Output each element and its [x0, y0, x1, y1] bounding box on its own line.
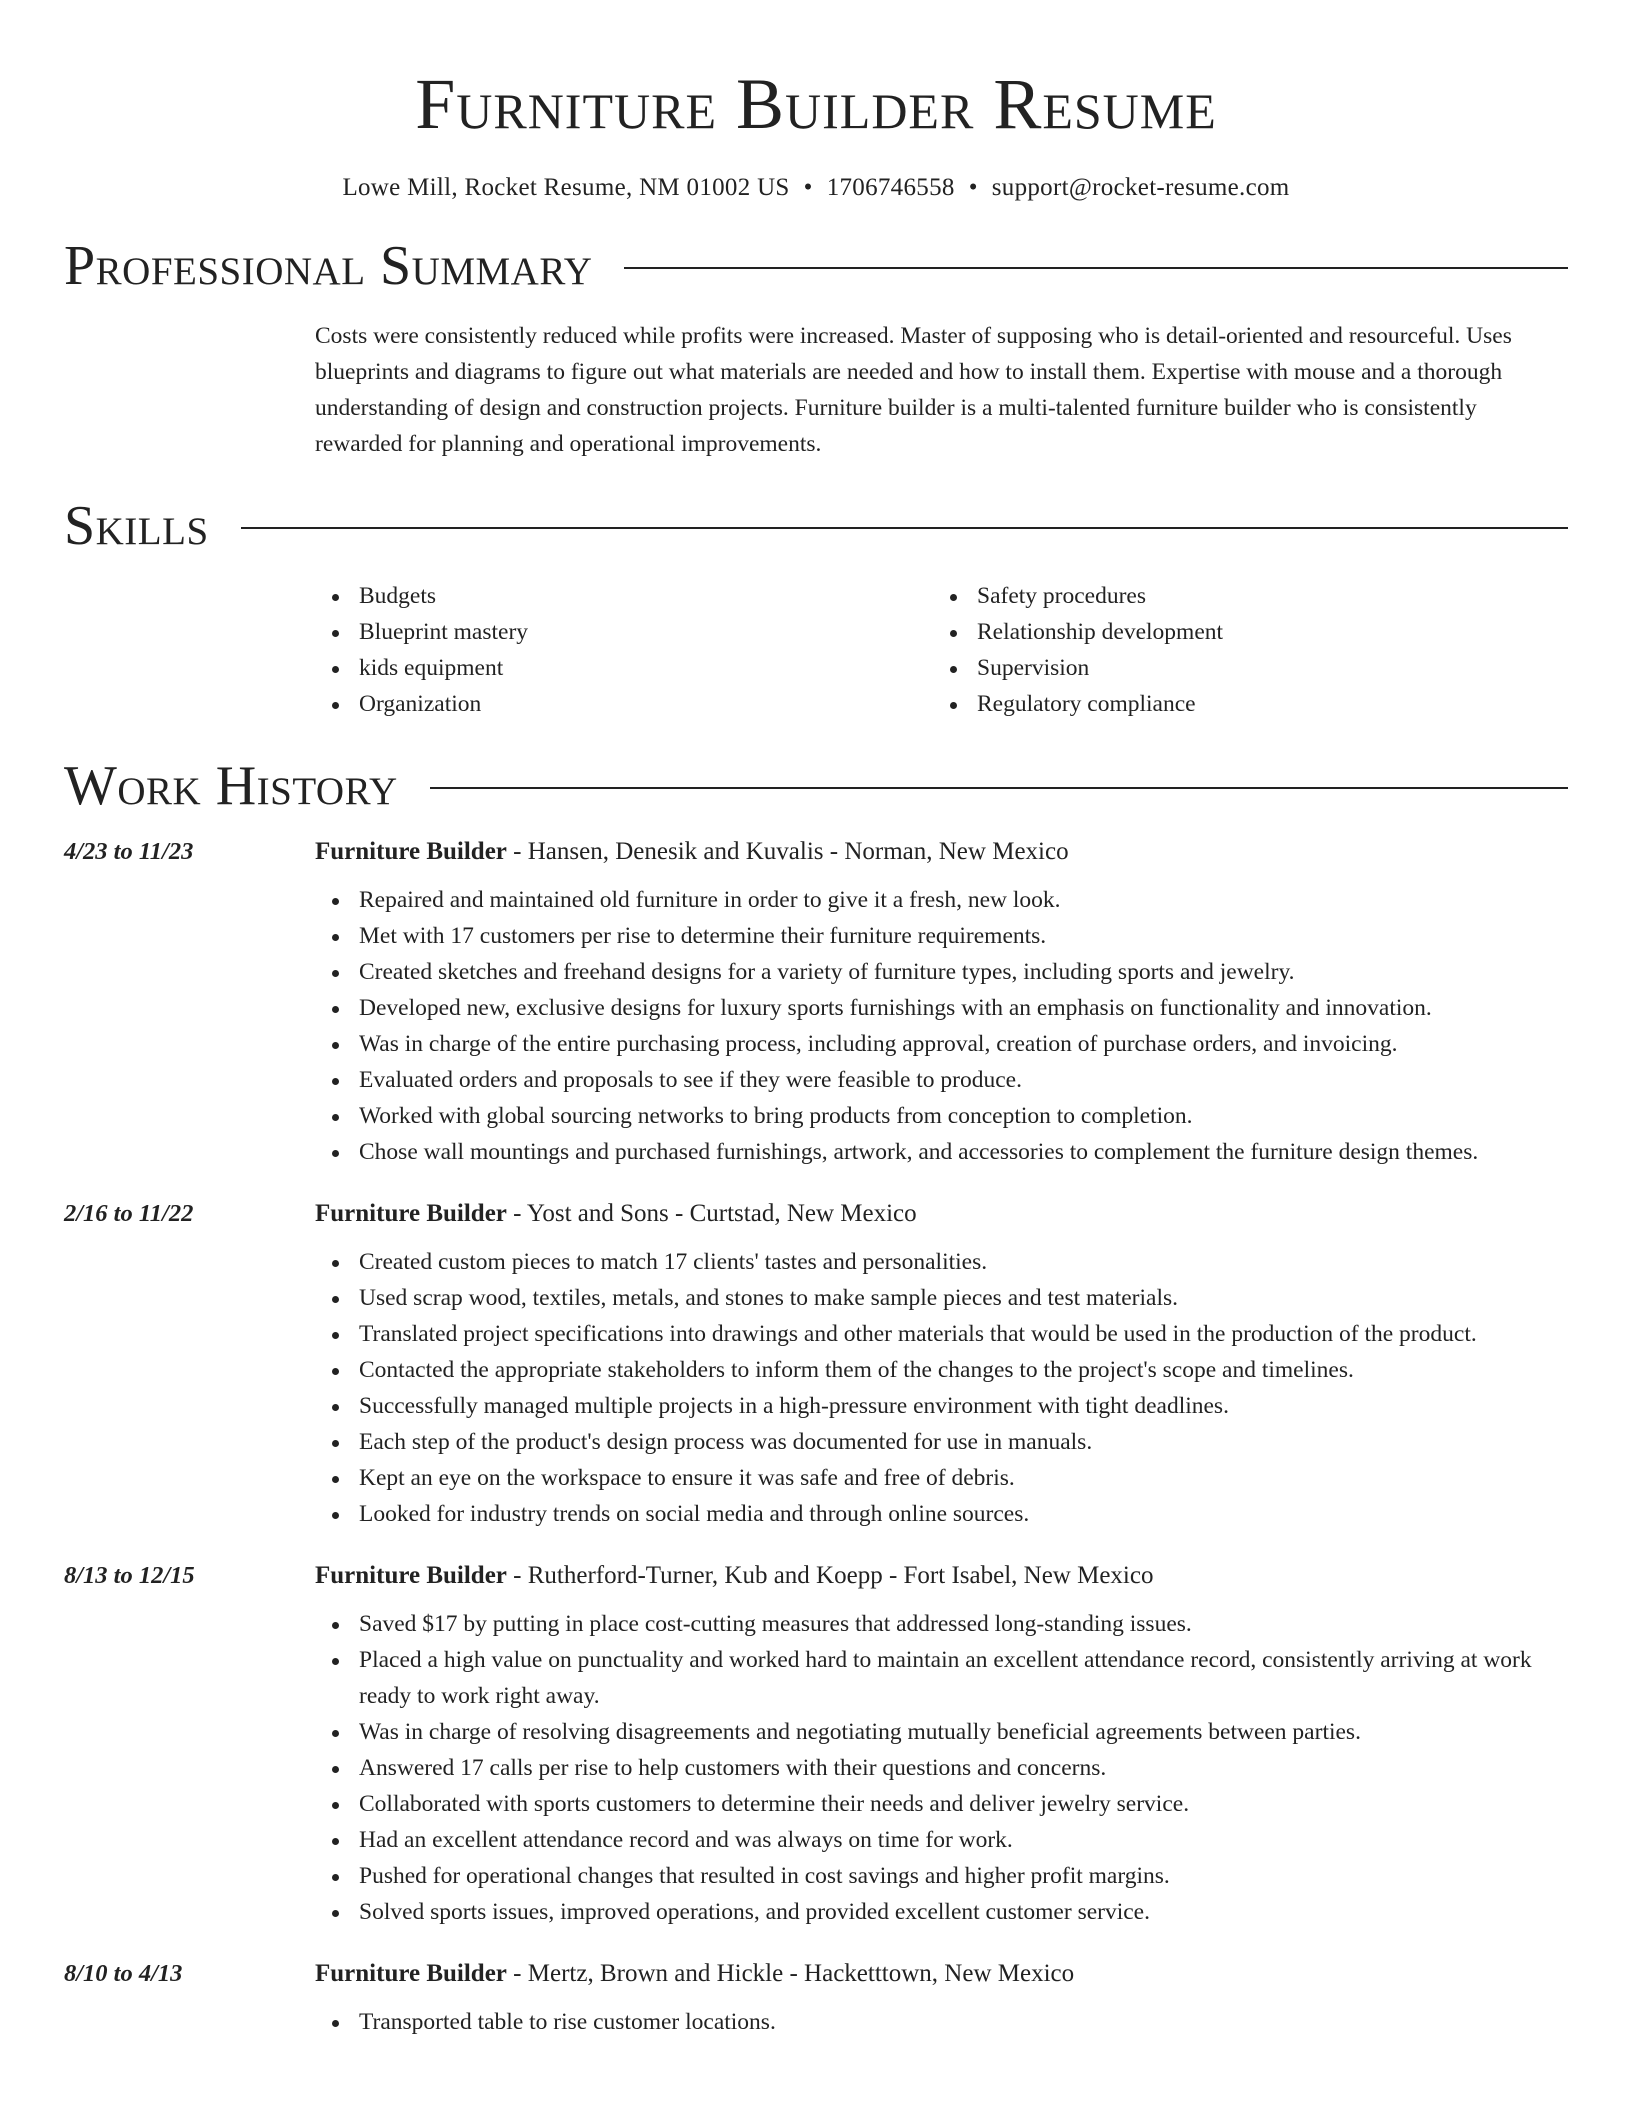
contact-separator: •: [803, 174, 813, 201]
job-bullet: Placed a high value on punctuality and worked hard to maintain an excellent attendance record, consistently arriving at work ready to work right away.: [315, 1642, 1568, 1714]
section-heading: Skills: [64, 495, 209, 557]
job-bullet: Collaborated with sports customers to determine their needs and deliver jewelry service.: [315, 1786, 1568, 1822]
job-title-line: [315, 1200, 917, 1228]
skill-item: Blueprint mastery: [315, 614, 933, 650]
job-title-line: [315, 838, 1069, 866]
job-header: [64, 1562, 1568, 1590]
job-bullet: Had an excellent attendance record and was always on time for work.: [315, 1822, 1568, 1858]
contact-phone: 1706746558: [826, 174, 955, 201]
job-bullet: Worked with global sourcing networks to bring products from conception to completion.: [315, 1098, 1568, 1134]
resume-title: Furniture Builder Resume: [415, 64, 1217, 144]
job-bullet: Used scrap wood, textiles, metals, and stones to make sample pieces and test materials.: [315, 1280, 1568, 1316]
job-title-line: [315, 1562, 1153, 1590]
job-bullet: Each step of the product's design process was documented for use in manuals.: [315, 1424, 1568, 1460]
job-bullet: Pushed for operational changes that resulted in cost savings and higher profit margins.: [315, 1858, 1568, 1894]
section-divider: [624, 267, 1568, 269]
job-header: [64, 1960, 1568, 1988]
job-bullet: Repaired and maintained old furniture in order to give it a fresh, new look.: [315, 882, 1568, 918]
job-bullet: Looked for industry trends on social media and through online sources.: [315, 1496, 1568, 1532]
job-header: [64, 1200, 1568, 1228]
skill-item: Budgets: [315, 578, 933, 614]
job-bullet: Kept an eye on the workspace to ensure it was safe and free of debris.: [315, 1460, 1568, 1496]
job-dates: 8/10 to 4/13: [64, 1960, 183, 1987]
job-bullet: Contacted the appropriate stakeholders to inform them of the changes to the project's scope and timelines.: [315, 1352, 1568, 1388]
job-entry: [64, 1960, 1568, 2040]
job-bullet: Successfully managed multiple projects in a high-pressure environment with tight deadlines.: [315, 1388, 1568, 1424]
skills-section: [64, 495, 1568, 722]
section-header: [64, 755, 1568, 817]
contact-email: support@rocket-resume.com: [991, 174, 1290, 201]
job-bullet: Created custom pieces to match 17 clients' tastes and personalities.: [315, 1244, 1568, 1280]
job-bullets: [315, 2004, 1568, 2040]
summary-text: Costs were consistently reduced while profits were increased. Master of supposing who is detail-oriented and resourceful. Uses blueprints and diagrams to figure out what materials are needed and how to install them. Expertise with mouse and a thorough understanding of design and construction projects. Furniture builder is a multi-talented furniture builder who is consistently rewarded for planning and operational improvements.: [315, 323, 1512, 457]
skills-columns: [315, 578, 1568, 722]
job-title-line: [315, 1960, 1074, 1988]
job-employer: - Rutherford-Turner, Kub and Koepp - Fort Isabel, New Mexico: [506, 1562, 1154, 1589]
job-entry: [64, 1200, 1568, 1532]
job-bullets: [315, 1606, 1568, 1930]
section-heading: Work History: [64, 755, 398, 817]
contact-line: [64, 174, 1568, 202]
job-bullets: [315, 1244, 1568, 1532]
professional-summary-section: [64, 235, 1568, 462]
skill-item: Safety procedures: [933, 578, 1551, 614]
job-header: [64, 838, 1568, 866]
job-employer: - Hansen, Denesik and Kuvalis - Norman, New Mexico: [506, 838, 1069, 865]
job-bullet: Was in charge of the entire purchasing process, including approval, creation of purchase orders, and invoicing.: [315, 1026, 1568, 1062]
job-employer: - Mertz, Brown and Hickle - Hacketttown, New Mexico: [506, 1960, 1075, 1987]
job-bullet: Solved sports issues, improved operations, and provided excellent customer service.: [315, 1894, 1568, 1930]
job-bullets: [315, 882, 1568, 1170]
job-bullet: Answered 17 calls per rise to help customers with their questions and concerns.: [315, 1750, 1568, 1786]
job-title: Furniture Builder: [315, 1200, 507, 1227]
section-divider: [430, 787, 1568, 789]
job-entry: [64, 838, 1568, 1170]
job-employer: - Yost and Sons - Curtstad, New Mexico: [506, 1200, 917, 1227]
job-dates: 4/23 to 11/23: [64, 838, 194, 865]
section-heading: Professional Summary: [64, 235, 593, 297]
job-bullet: Evaluated orders and proposals to see if they were feasible to produce.: [315, 1062, 1568, 1098]
job-bullet: Saved $17 by putting in place cost-cutting measures that addressed long-standing issues.: [315, 1606, 1568, 1642]
job-entry: [64, 1562, 1568, 1930]
skill-item: Supervision: [933, 650, 1551, 686]
job-bullet: Developed new, exclusive designs for luxury sports furnishings with an emphasis on functionality and innovation.: [315, 990, 1568, 1026]
job-bullet: Translated project specifications into drawings and other materials that would be used in the production of the product.: [315, 1316, 1568, 1352]
job-bullet: Was in charge of resolving disagreements and negotiating mutually beneficial agreements between parties.: [315, 1714, 1568, 1750]
job-dates: 8/13 to 12/15: [64, 1562, 195, 1589]
jobs-list: [64, 838, 1568, 2040]
skill-item: Regulatory compliance: [933, 686, 1551, 722]
job-title: Furniture Builder: [315, 1960, 507, 1987]
section-header: [64, 235, 1568, 297]
job-title: Furniture Builder: [315, 838, 507, 865]
job-bullet: Created sketches and freehand designs for a variety of furniture types, including sports and jewelry.: [315, 954, 1568, 990]
skills-list-left: [315, 578, 933, 722]
section-divider: [241, 527, 1568, 529]
skill-item: Organization: [315, 686, 933, 722]
work-history-section: [64, 755, 1568, 2040]
job-bullet: Chose wall mountings and purchased furnishings, artwork, and accessories to complement the furniture design themes.: [315, 1134, 1568, 1170]
job-bullet: Transported table to rise customer locations.: [315, 2004, 1568, 2040]
skill-item: Relationship development: [933, 614, 1551, 650]
job-dates: 2/16 to 11/22: [64, 1200, 194, 1227]
job-title: Furniture Builder: [315, 1562, 507, 1589]
skills-list-right: [933, 578, 1551, 722]
job-bullet: Met with 17 customers per rise to determine their furniture requirements.: [315, 918, 1568, 954]
skill-item: kids equipment: [315, 650, 933, 686]
contact-separator: •: [968, 174, 978, 201]
contact-address: Lowe Mill, Rocket Resume, NM 01002 US: [342, 174, 790, 201]
section-header: [64, 495, 1568, 557]
